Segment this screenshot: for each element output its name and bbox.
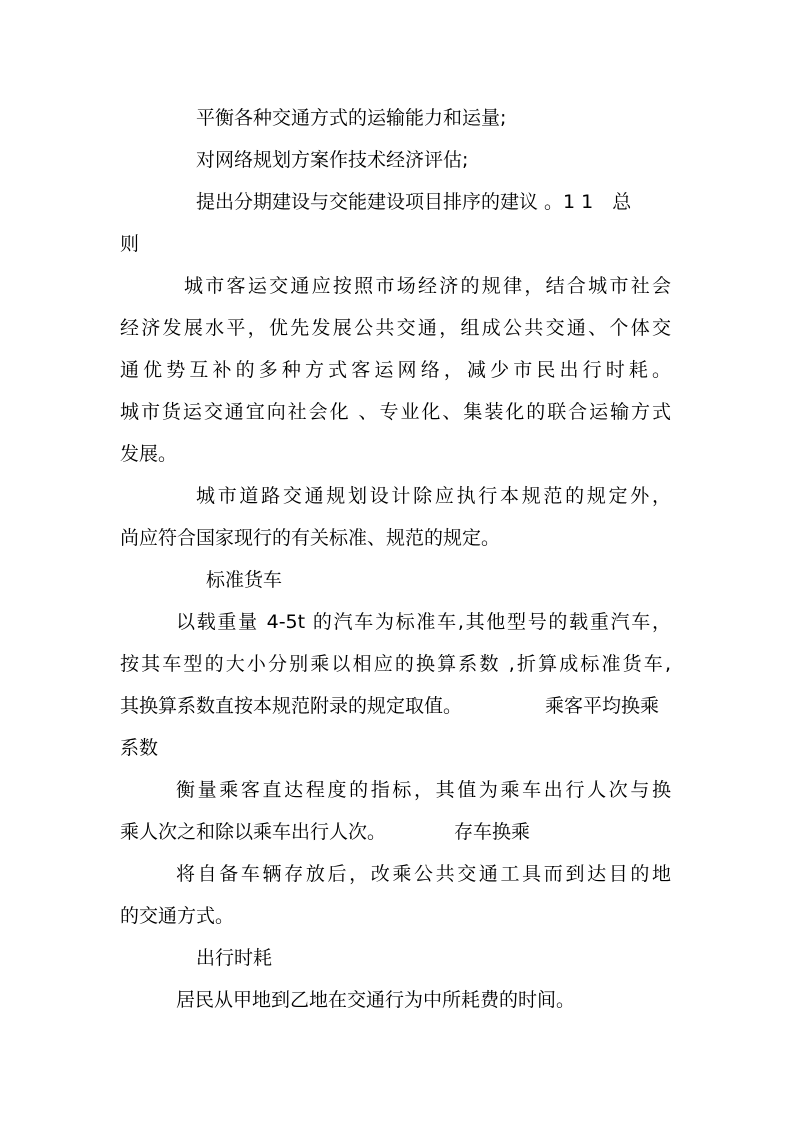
paragraph-line: 平衡各种交通方式的运输能力和运量; xyxy=(196,107,507,129)
paragraph-line: 系数 xyxy=(120,737,159,759)
paragraph-line: 经济发展水平，优先发展公共交通，组成公共交通、个体交 xyxy=(120,317,671,339)
paragraph-line: 尚应符合国家现行的有关标准、规范的规定。 xyxy=(120,527,501,549)
paragraph-line: 其换算系数直按本规范附录的规定取值。 xyxy=(120,695,463,717)
paragraph-line: 以载重量 4-5t 的汽车为标准车,其他型号的载重汽车， xyxy=(176,611,671,633)
term-heading: 标准货车 xyxy=(206,569,283,591)
paragraph-line: 发展。 xyxy=(120,443,178,465)
paragraph-line: 衡量乘客直达程度的指标，其值为乘车出行人次与换 xyxy=(176,779,671,801)
paragraph-line: 对网络规划方案作技术经济评估; xyxy=(196,149,469,171)
paragraph-line: 居民从甲地到乙地在交通行为中所耗费的时间。 xyxy=(176,989,576,1011)
paragraph-line: 通优势互补的多种方式客运网络，减少市民出行时耗。 xyxy=(120,359,671,381)
paragraph-line: 按其车型的大小分别乘以相应的换算系数 ,折算成标准货车, xyxy=(120,653,671,675)
term-heading: 存车换乘 xyxy=(454,821,531,843)
term-heading: 乘客平均换乘 xyxy=(545,695,660,717)
paragraph-line: 城市货运交通宜向社会化 、专业化、集装化的联合运输方式 xyxy=(120,401,671,423)
paragraph-line: 城市客运交通应按照市场经济的规律，结合城市社会 xyxy=(184,275,671,297)
paragraph-line: 的交通方式。 xyxy=(120,905,235,927)
paragraph-line: 城市道路交通规划设计除应执行本规范的规定外， xyxy=(196,485,671,507)
paragraph-line: 则 xyxy=(120,233,140,255)
paragraph-line: 提出分期建设与交能建设项目排序的建议 。1 1 总 xyxy=(196,191,632,213)
term-heading: 出行时耗 xyxy=(196,947,273,969)
paragraph-line: 乘人次之和除以乘车出行人次。 xyxy=(120,821,387,843)
paragraph-line: 将自备车辆存放后，改乘公共交通工具而到达目的地 xyxy=(176,863,671,885)
